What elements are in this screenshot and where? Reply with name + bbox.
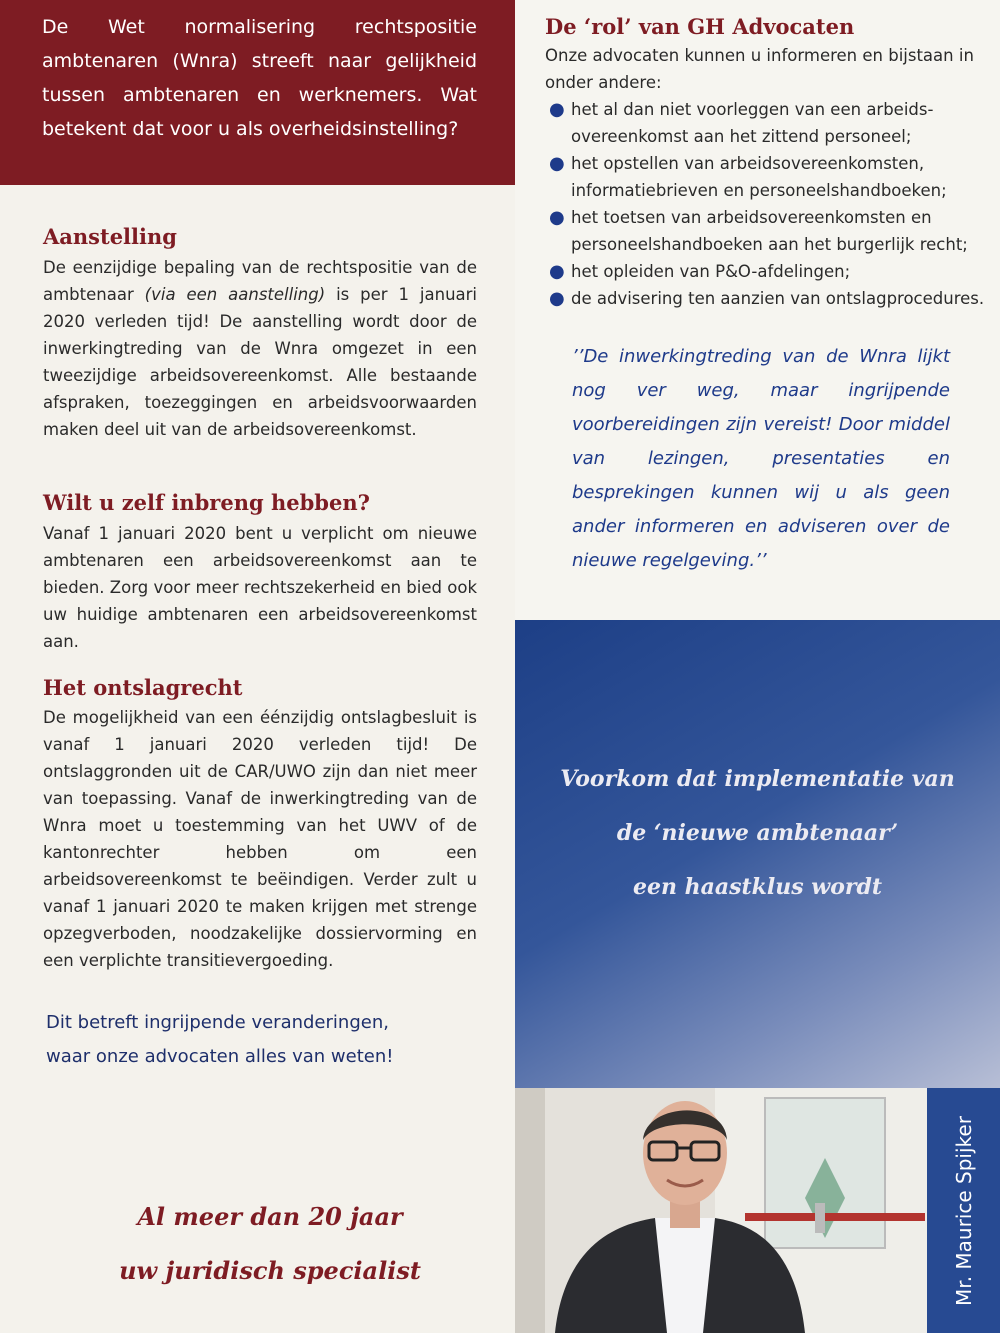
portrait-illustration <box>515 1088 927 1333</box>
text-ontslagrecht: De mogelijkheid van een éénzijdig ontslagbesluit is vanaf 1 januari 2020 verleden tijd! De ontslaggronden uit de CAR/UWO zijn dan niet meer van toepassing. Vanaf de inwerkingtreding van de Wnra moet u toestemming van het UWV of de kantonrechter hebben om een arbeidsovereenkomst te beëindigen. Verder zult u vanaf 1 januari 2020 te maken krijgen met strenge opzegverboden, noodzakelijke dossiervorming en een verplichte transitievergoeding. <box>43 708 477 970</box>
quote: ’’De inwerkingtreding van de Wnra lijkt nog ver weg, maar ingrijpende voorbereidingen zijn vereist! Door middel van lezingen, presentaties en besprekingen kunnen wij u als geen ander informeren en adviseren over de nieuwe regelgeving.’’ <box>572 346 950 571</box>
list-item <box>545 150 985 204</box>
portrait-photo <box>515 1088 927 1333</box>
list-item <box>545 258 985 285</box>
role-list <box>545 96 985 312</box>
list-item <box>545 96 985 150</box>
list-item-text: het opstellen van arbeidsovereenkomsten, informatiebrieven en personeelshandboeken; <box>571 154 947 200</box>
closing-line-1: Dit betreft ingrijpende veranderingen, <box>46 1012 389 1033</box>
closing-statement <box>46 1006 466 1074</box>
lawyer-name: Mr. Maurice Spijker <box>951 1115 976 1306</box>
tagline-line-2: de ‘nieuwe ambtenaar’ <box>616 820 899 846</box>
heading-inbreng: Wilt u zelf inbreng hebben? <box>43 490 370 515</box>
text-inbreng: Vanaf 1 januari 2020 bent u verplicht om nieuwe ambtenaren een arbeidsovereenkomst aan te bieden. Zorg voor meer rechtszekerheid en bied ook uw huidige ambtenaren een arbeidsovereenkomst aan. <box>43 524 477 651</box>
slogan-line-2: uw juridisch specialist <box>119 1256 421 1285</box>
list-item <box>545 285 985 312</box>
list-item-text: het toetsen van arbeidsovereenkomsten en personeelshandboeken aan het burgerlijk recht; <box>571 208 968 254</box>
slogan-line-1: Al meer dan 20 jaar <box>137 1202 403 1231</box>
tagline <box>535 752 980 914</box>
bullet-icon: ● <box>549 261 565 282</box>
closing-line-2: waar onze advocaten alles van weten! <box>46 1046 394 1067</box>
bullet-icon: ● <box>549 207 565 228</box>
bullet-icon: ● <box>549 153 565 174</box>
text-aanstelling-part1: De eenzijdige bepaling van de rechtspositie van de ambtenaar <box>43 258 477 304</box>
intro-banner: De Wet normalisering rechtspositie ambtenaren (Wnra) streeft naar gelijkheid tussen ambtenaren en werknemers. Wat betekent dat voor u als overheidsinstelling? <box>0 0 515 185</box>
tagline-line-3: een haastklus wordt <box>632 874 883 900</box>
text-aanstelling-part2: is per 1 januari 2020 verleden tijd! De aanstelling wordt door de inwerkingtreding van de Wnra omgezet in een tweezijdige arbeidsovereenkomst. Alle bestaande afspraken, toezeggingen en arbeidsvoorwaarden maken deel uit van de arbeidsovereenkomst. <box>43 285 478 439</box>
heading-ontslagrecht: Het ontslagrecht <box>43 675 243 700</box>
bullet-icon: ● <box>549 288 565 309</box>
name-strip <box>927 1088 1000 1333</box>
slogan <box>60 1190 480 1298</box>
heading-role: De ‘rol’ van GH Advocaten <box>545 14 855 39</box>
list-item-text: de advisering ten aanzien van ontslagprocedures. <box>571 289 985 308</box>
list-item <box>545 204 985 258</box>
right-panel <box>515 0 1000 1333</box>
tagline-block <box>515 620 1000 1090</box>
list-item-text: het opleiden van P&O-afdelingen; <box>571 262 851 281</box>
role-intro: Onze advocaten kunnen u informeren en bijstaan in onder andere: <box>545 46 974 92</box>
bullet-icon: ● <box>549 99 565 120</box>
tagline-line-1: Voorkom dat implementatie van <box>560 766 955 792</box>
list-item-text: het al dan niet voorleggen van een arbeids-overeenkomst aan het zittend personeel; <box>571 100 934 146</box>
heading-aanstelling: Aanstelling <box>43 224 177 249</box>
text-aanstelling <box>43 254 477 443</box>
text-aanstelling-italic: (via een aanstelling) <box>144 285 326 304</box>
